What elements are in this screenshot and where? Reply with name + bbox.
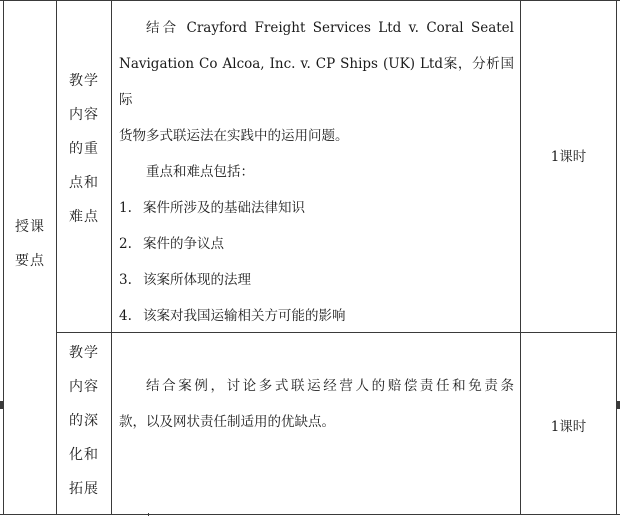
list-item-text: 案件所涉及的基础法律知识 <box>143 200 305 216</box>
section2-text-line: 结合案例，讨论多式联运经营人的赔偿责任和免责条 <box>146 378 514 394</box>
row-header-line: 授课 <box>15 219 45 235</box>
points-heading: 重点和难点包括： <box>146 164 254 180</box>
points-list <box>119 190 514 334</box>
section1-label-line: 教学 <box>69 73 99 89</box>
section2-label-line: 化和 <box>69 447 99 463</box>
left-margin-mark <box>0 401 3 409</box>
section2-label-cell <box>57 336 111 506</box>
list-item <box>119 190 514 226</box>
section1-label-line: 点和 <box>69 175 99 191</box>
section2-label-line: 教学 <box>69 345 99 361</box>
section1-label-cell <box>57 64 111 234</box>
section2-label-line: 的深 <box>69 413 99 429</box>
section2-label-line: 拓展 <box>69 481 99 497</box>
table-bottom-border <box>0 514 620 515</box>
section2-label-line: 内容 <box>69 379 99 395</box>
section2-content-cell <box>119 368 514 440</box>
section1-content-cell <box>119 10 514 334</box>
list-item-text: 该案所体现的法理 <box>143 272 251 288</box>
section1-label-line: 难点 <box>69 209 99 225</box>
section1-intro-line: 货物多式联运法在实践中的运用问题。 <box>119 128 349 144</box>
row-header-line: 要点 <box>15 253 45 269</box>
list-item <box>119 226 514 262</box>
section1-intro-line: Navigation Co Alcoa, Inc. v. CP Ships (UK) Ltd案，分析国际 <box>119 56 514 108</box>
list-item-number: 4. <box>119 308 132 324</box>
table-right-border <box>616 0 617 515</box>
list-item-text: 案件的争议点 <box>143 236 224 252</box>
table-top-border <box>0 0 620 1</box>
section2-text-line: 款，以及网状责任制适用的优缺点。 <box>119 414 335 430</box>
section1-label-line: 内容 <box>69 107 99 123</box>
section2-hours: 1课时 <box>550 419 587 435</box>
row-header-cell <box>4 210 56 278</box>
list-item-text: 该案对我国运输相关方可能的影响 <box>143 308 346 324</box>
section1-intro-line: 结合 Crayford Freight Services Ltd v. Coral Seatel <box>146 20 514 36</box>
column-divider-3 <box>520 0 521 515</box>
list-item-number: 3. <box>119 272 132 288</box>
column-divider-2 <box>111 0 112 515</box>
list-item <box>119 262 514 298</box>
section1-label-line: 的重 <box>69 141 99 157</box>
list-item <box>119 298 514 334</box>
section1-hours: 1课时 <box>550 149 587 165</box>
list-item-number: 2. <box>119 236 132 252</box>
list-item-number: 1. <box>119 200 132 216</box>
